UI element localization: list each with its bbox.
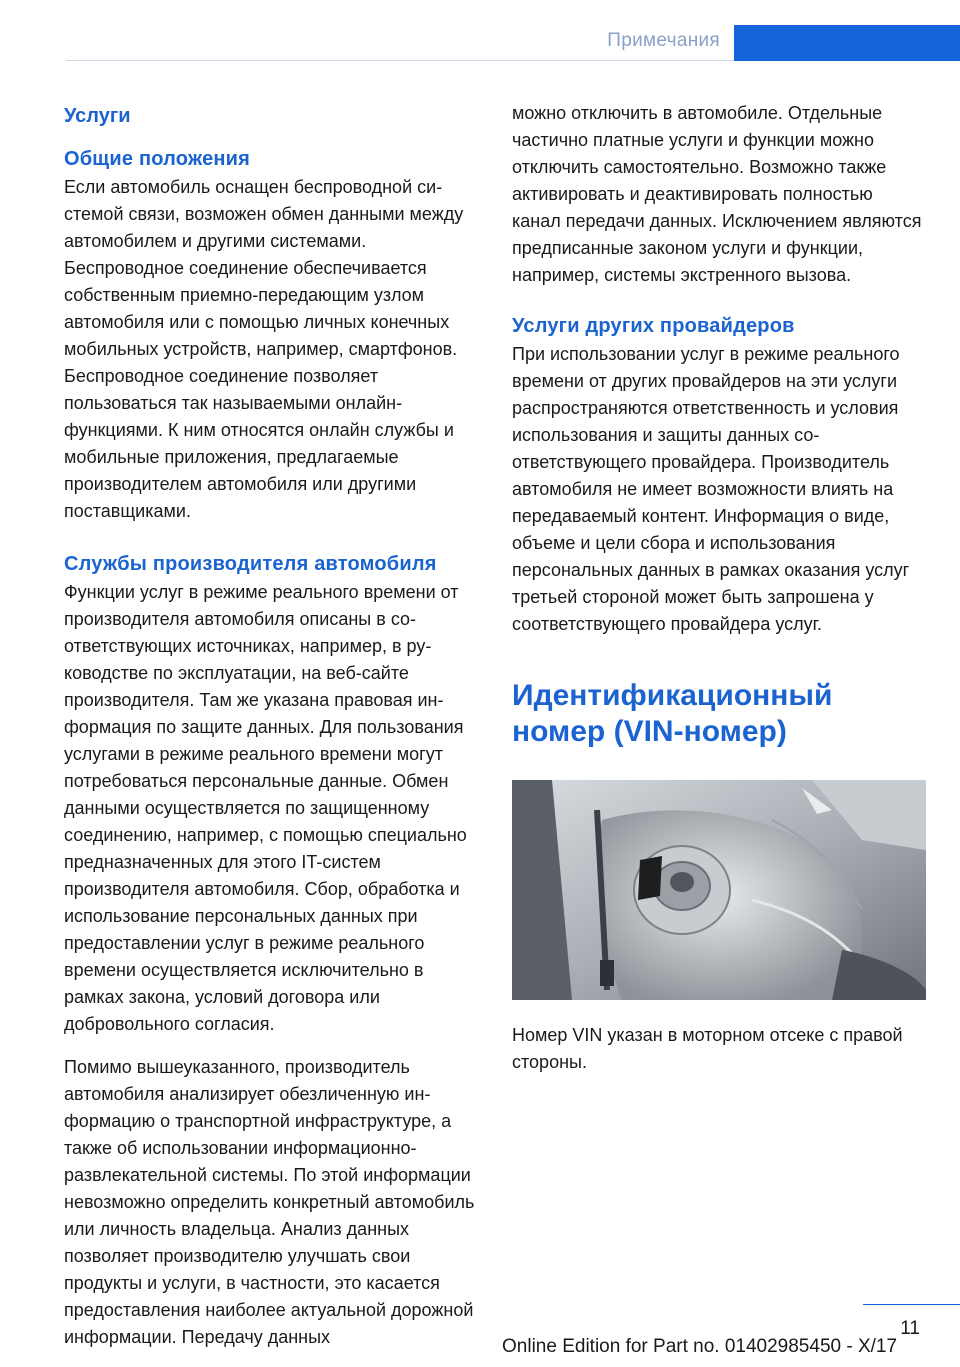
header-accent-block xyxy=(734,25,960,61)
page-number: 11 xyxy=(900,1318,920,1339)
heading-vin: Идентификационный номер (VIN-номер) xyxy=(512,679,833,748)
heading-general: Общие положения xyxy=(64,148,251,170)
header-section-title: Примечания xyxy=(607,30,720,51)
paragraph-general: Если автомобиль оснащен беспроводной системой связи, возможен обмен данными между автомобилем и другими системами. Беспроводное соединение обеспечивается собственным приемно-передающим узлом автомобиля или с помощью личных конечных мобильных устройств, например, смартфонов. Беспроводное соединение позволяет пользоваться так называемыми онлайн-функциями. К ним относятся онлайн службы и мобильные приложения, предлагаемые производителем автомобиля или другими поставщиками. xyxy=(64,177,464,521)
paragraph-manufacturer-1: Функции услуг в режиме реального времени от производителя автомобиля описаны в соответствующих источниках, например, в руководстве по эксплуатации, на веб-сайте производителя. Там же указана правовая информация по защите данных. Для пользования услугами в режиме реального времени могут потребоваться персональные данные. Обмен данными осуществляется по защищенному соединению, например, с помощью специально предназначенных для этого IT-систем производителя автомобиля. Сбор, обработка и использование персональных данных при предоставлении услуг в режиме реального времени осуществляется исключительно в рамках закона, условий договора или добровольного согласия. xyxy=(64,582,467,1034)
header-rule xyxy=(66,60,734,61)
paragraph-continuation: можно отключить в автомобиле. Отдельные частично платные услуги и функции можно отключить самостоятельно. Возможно также активировать и деактивировать полностью канал передачи данных. Исключением являются предписанные законом услуги и функции, например, системы экстренного вызова. xyxy=(512,103,922,285)
footer-rule xyxy=(863,1304,960,1305)
heading-manufacturer-services: Службы производителя автомобиля xyxy=(64,553,437,575)
heading-other-providers: Услуги других провайдеров xyxy=(512,315,795,337)
paragraph-other-providers: При использовании услуг в режиме реального времени от других провайдеров на эти услуги распространяются ответственность и условия использования и защиты данных соответствующего провайдера. Производитель автомобиля не имеет возможности влиять на передаваемый контент. Информация о виде, объеме и цели сбора и использования персональных данных в рамках оказания услуг третьей стороной может быть запрошена у соответствующего провайдера услуг. xyxy=(512,344,910,634)
heading-services: Услуги xyxy=(64,105,131,127)
engine-bay-photo xyxy=(512,780,926,1000)
right-column xyxy=(512,100,926,1092)
engine-bay-illustration xyxy=(512,780,926,1000)
footer-edition: Online Edition for Part no. 01402985450 - X/17 xyxy=(502,1336,898,1357)
left-column xyxy=(64,100,478,1367)
paragraph-manufacturer-2: Помимо вышеуказанного, производитель автомобиля анализирует обезличенную информацию о транспортной инфраструктуре, а также об использовании информационно-развлекательной системы. По этой информации невозможно определить конкретный автомобиль или личность владельца. Анализ данных позволяет производителю улучшать свои продукты и услуги, в частности, это касается предоставления наиболее актуальной дорожной информации. Передачу данных xyxy=(64,1057,475,1347)
paragraph-vin: Номер VIN указан в моторном отсеке с правой стороны. xyxy=(512,1025,903,1072)
